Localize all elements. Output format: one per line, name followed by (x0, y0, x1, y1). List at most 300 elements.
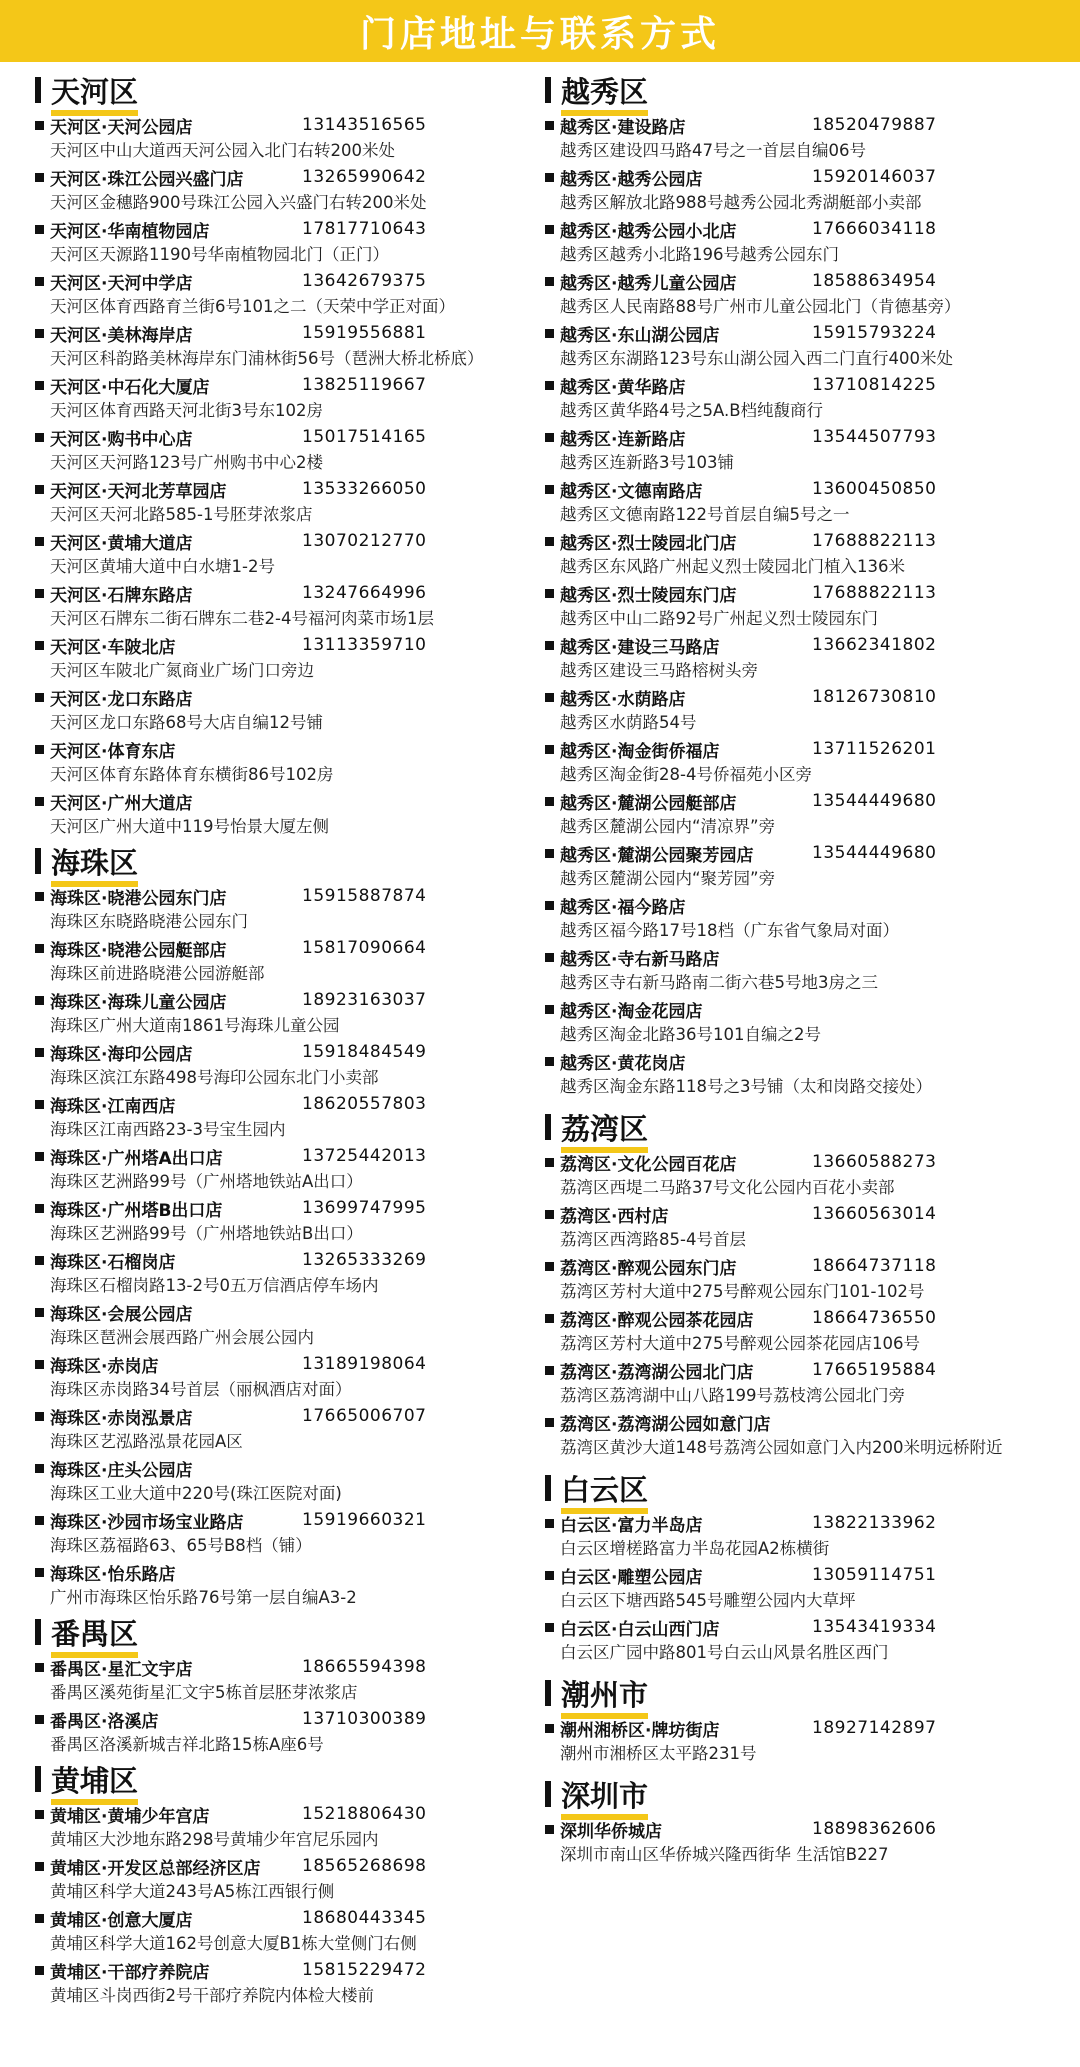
store-address: 白云区下塘西路545号雕塑公园内大草坪 (560, 1591, 856, 1610)
store-phone[interactable]: 18126730810 (812, 687, 937, 707)
bullet-square-icon (35, 1048, 44, 1057)
store-entry (545, 372, 1065, 423)
store-phone[interactable]: 15815229472 (302, 1960, 427, 1980)
store-phone[interactable]: 13143516565 (302, 115, 427, 135)
store-address: 越秀区淘金东路118号之3号铺（太和岗路交接处） (560, 1077, 932, 1096)
store-name: 越秀区·建设路店 (560, 117, 686, 138)
store-address: 越秀区东湖路123号东山湖公园入西二门直行400米处 (560, 349, 953, 368)
store-entry (35, 1853, 540, 1904)
store-phone[interactable]: 15919556881 (302, 323, 427, 343)
district-section (35, 72, 540, 839)
store-phone[interactable]: 13265333269 (302, 1250, 427, 1270)
store-address: 海珠区石榴岗路13-2号0五万信酒店停车场内 (50, 1276, 379, 1295)
store-address: 白云区增槎路富力半岛花园A2栋横街 (560, 1539, 830, 1558)
bullet-square-icon (545, 641, 554, 650)
store-name: 黄埔区·开发区总部经济区店 (50, 1858, 261, 1879)
district-section (545, 1675, 1065, 1766)
store-name: 海珠区·石榴岗店 (50, 1252, 176, 1273)
store-name: 海珠区·海珠儿童公园店 (50, 992, 227, 1013)
store-name: 越秀区·东山湖公园店 (560, 325, 720, 346)
store-name: 天河区·华南植物园店 (50, 221, 210, 242)
store-address: 越秀区解放北路988号越秀公园北秀湖艇部小卖部 (560, 193, 922, 212)
store-entry (35, 788, 540, 839)
heading-bar-icon (545, 1781, 551, 1807)
bullet-square-icon (35, 173, 44, 182)
store-address: 海珠区艺洲路99号（广州塔地铁站B出口） (50, 1224, 363, 1243)
bullet-square-icon (35, 433, 44, 442)
store-address: 海珠区艺洲路99号（广州塔地铁站A出口） (50, 1172, 363, 1191)
store-address: 越秀区建设三马路榕树头旁 (560, 661, 758, 680)
store-entry (35, 1654, 540, 1705)
store-name: 番禺区·洛溪店 (50, 1711, 159, 1732)
store-name: 越秀区·福今路店 (560, 897, 686, 918)
store-address: 荔湾区西堤二马路37号文化公园内百花小卖部 (560, 1178, 895, 1197)
bullet-square-icon (545, 277, 554, 286)
store-address: 番禺区洛溪新城吉祥北路15栋A座6号 (50, 1735, 324, 1754)
store-entry (545, 632, 1065, 683)
store-phone[interactable]: 13189198064 (302, 1354, 427, 1374)
store-entry (545, 892, 1065, 943)
store-name: 海珠区·赤岗泓景店 (50, 1408, 193, 1429)
store-phone[interactable]: 17666034118 (812, 219, 937, 239)
store-phone[interactable]: 17665006707 (302, 1406, 427, 1426)
district-title: 越秀区 (561, 70, 648, 111)
store-address: 天河区天河路123号广州购书中心2楼 (50, 453, 323, 472)
heading-bar-icon (545, 1114, 551, 1140)
store-phone[interactable]: 15915793224 (812, 323, 937, 343)
store-name: 天河区·广州大道店 (50, 793, 193, 814)
store-address: 越秀区麓湖公园内“聚芳园”旁 (560, 869, 776, 888)
store-name: 白云区·雕塑公园店 (560, 1567, 703, 1588)
bullet-square-icon (545, 173, 554, 182)
store-address: 越秀区越秀小北路196号越秀公园东门 (560, 245, 839, 264)
bullet-square-icon (545, 1623, 554, 1632)
store-entry (35, 580, 540, 631)
store-phone[interactable]: 13247664996 (302, 583, 427, 603)
bullet-square-icon (545, 1158, 554, 1167)
bullet-square-icon (35, 589, 44, 598)
bullet-square-icon (35, 1152, 44, 1161)
bullet-square-icon (35, 329, 44, 338)
store-name: 海珠区·会展公园店 (50, 1304, 193, 1325)
district-section (35, 1614, 540, 1757)
store-address: 天河区体育西路育兰街6号101之二（天荣中学正对面） (50, 297, 455, 316)
district-header (545, 72, 1065, 108)
store-phone[interactable]: 15920146037 (812, 167, 937, 187)
bullet-square-icon (35, 537, 44, 546)
store-entry (35, 1195, 540, 1246)
district-section (545, 1109, 1065, 1460)
store-address: 天河区石牌东二街石牌东二巷2-4号福河肉菜市场1层 (50, 609, 434, 628)
store-name: 海珠区·广州塔A出口店 (50, 1148, 223, 1169)
store-name: 天河区·购书中心店 (50, 429, 193, 450)
store-phone[interactable]: 13725442013 (302, 1146, 427, 1166)
store-entry (35, 987, 540, 1038)
bullet-square-icon (35, 121, 44, 130)
store-entry (545, 1305, 1065, 1356)
bullet-square-icon (545, 693, 554, 702)
store-entry (545, 216, 1065, 267)
bullet-square-icon (35, 1715, 44, 1724)
store-address: 天河区龙口东路68号大店自编12号铺 (50, 713, 323, 732)
store-address: 黄埔区科学大道243号A5栋江西银行侧 (50, 1882, 335, 1901)
store-name: 越秀区·麓湖公园艇部店 (560, 793, 737, 814)
store-phone[interactable]: 15918484549 (302, 1042, 427, 1062)
store-phone[interactable]: 18923163037 (302, 990, 427, 1010)
store-address: 荔湾区黄沙大道148号荔湾公园如意门入内200米明远桥附近 (560, 1438, 1003, 1457)
bullet-square-icon (35, 1256, 44, 1265)
bullet-square-icon (35, 381, 44, 390)
bullet-square-icon (545, 849, 554, 858)
store-phone[interactable]: 13113359710 (302, 635, 427, 655)
store-address: 海珠区江南西路23-3号宝生园内 (50, 1120, 286, 1139)
store-address: 海珠区东晓路晓港公园东门 (50, 912, 248, 931)
store-address: 越秀区连新路3号103铺 (560, 453, 734, 472)
district-title: 番禺区 (51, 1612, 138, 1653)
store-phone[interactable]: 13711526201 (812, 739, 937, 759)
store-entry (35, 216, 540, 267)
store-name: 天河区·龙口东路店 (50, 689, 193, 710)
store-phone[interactable]: 13710300389 (302, 1709, 427, 1729)
store-address: 越秀区黄华路4号之5A.B档纯馥商行 (560, 401, 824, 420)
bullet-square-icon (545, 745, 554, 754)
store-phone[interactable]: 13660563014 (812, 1204, 937, 1224)
store-address: 天河区科韵路美林海岸东门浦林街56号（琶洲大桥北桥底） (50, 349, 484, 368)
store-entry (545, 1715, 1065, 1766)
bullet-square-icon (545, 1724, 554, 1733)
store-address: 越秀区文德南路122号首层自编5号之一 (560, 505, 850, 524)
store-entry (35, 632, 540, 683)
store-name: 海珠区·怡乐路店 (50, 1564, 176, 1585)
bullet-square-icon (545, 1314, 554, 1323)
store-name: 天河区·美林海岸店 (50, 325, 193, 346)
bullet-square-icon (35, 745, 44, 754)
store-name: 海珠区·广州塔B出口店 (50, 1200, 223, 1221)
store-phone[interactable]: 13070212770 (302, 531, 427, 551)
store-phone[interactable]: 13822133962 (812, 1513, 937, 1533)
store-phone[interactable]: 15817090664 (302, 938, 427, 958)
store-address: 荔湾区西湾路85-4号首层 (560, 1230, 746, 1249)
store-phone[interactable]: 17688822113 (812, 583, 937, 603)
store-name: 荔湾区·荔湾湖公园北门店 (560, 1362, 754, 1383)
store-phone[interactable]: 13642679375 (302, 271, 427, 291)
store-name: 荔湾区·荔湾湖公园如意门店 (560, 1414, 771, 1435)
store-entry (35, 1039, 540, 1090)
store-name: 天河区·石牌东路店 (50, 585, 193, 606)
district-header (35, 1614, 540, 1650)
store-entry (545, 112, 1065, 163)
store-entry (545, 996, 1065, 1047)
store-phone[interactable]: 13544449680 (812, 791, 937, 811)
store-name: 海珠区·庄头公园店 (50, 1460, 193, 1481)
store-entry (35, 1957, 540, 2008)
store-entry (35, 1091, 540, 1142)
store-phone[interactable]: 13544507793 (812, 427, 937, 447)
store-name: 海珠区·海印公园店 (50, 1044, 193, 1065)
store-phone[interactable]: 18680443345 (302, 1908, 427, 1928)
bullet-square-icon (545, 1262, 554, 1271)
store-phone[interactable]: 18520479887 (812, 115, 937, 135)
district-title: 深圳市 (561, 1774, 648, 1815)
store-address: 番禺区溪苑街星汇文宇5栋首层胚芽浓浆店 (50, 1683, 358, 1702)
bullet-square-icon (545, 537, 554, 546)
store-address: 天河区天源路1190号华南植物园北门（正门） (50, 245, 389, 264)
store-address: 越秀区福今路17号18档（广东省气象局对面） (560, 921, 899, 940)
store-name: 越秀区·麓湖公园聚芳园店 (560, 845, 754, 866)
store-name: 荔湾区·文化公园百花店 (560, 1154, 737, 1175)
store-name: 越秀区·寺右新马路店 (560, 949, 720, 970)
store-phone[interactable]: 13600450850 (812, 479, 937, 499)
store-address: 深圳市南山区华侨城兴隆西街华 生活馆B227 (560, 1845, 889, 1864)
district-section (545, 1470, 1065, 1665)
bullet-square-icon (35, 225, 44, 234)
bullet-square-icon (545, 1418, 554, 1427)
store-address: 越秀区水荫路54号 (560, 713, 697, 732)
store-name: 海珠区·晓港公园东门店 (50, 888, 227, 909)
store-name: 潮州湘桥区·牌坊街店 (560, 1720, 720, 1741)
store-entry (545, 840, 1065, 891)
bullet-square-icon (545, 1366, 554, 1375)
store-entry (545, 476, 1065, 527)
store-entry (545, 164, 1065, 215)
store-entry (545, 1409, 1065, 1460)
bullet-square-icon (545, 797, 554, 806)
store-phone[interactable]: 17817710643 (302, 219, 427, 239)
bullet-square-icon (545, 329, 554, 338)
district-header (35, 1761, 540, 1797)
store-phone[interactable]: 18927142897 (812, 1718, 937, 1738)
store-name: 天河区·中石化大厦店 (50, 377, 210, 398)
store-address: 越秀区淘金北路36号101自编之2号 (560, 1025, 821, 1044)
bullet-square-icon (35, 1663, 44, 1672)
store-name: 荔湾区·西村店 (560, 1206, 669, 1227)
store-phone[interactable]: 15915887874 (302, 886, 427, 906)
store-name: 越秀区·越秀公园店 (560, 169, 703, 190)
bullet-square-icon (35, 641, 44, 650)
store-phone[interactable]: 17665195884 (812, 1360, 937, 1380)
store-entry (35, 1299, 540, 1350)
store-name: 越秀区·连新路店 (560, 429, 686, 450)
district-title: 天河区 (51, 70, 138, 111)
store-entry (545, 944, 1065, 995)
district-section (35, 843, 540, 1610)
store-entry (545, 528, 1065, 579)
store-phone[interactable]: 13662341802 (812, 635, 937, 655)
store-entry (545, 788, 1065, 839)
store-entry (545, 424, 1065, 475)
store-address: 天河区金穗路900号珠江公园入兴盛门右转200米处 (50, 193, 427, 212)
bullet-square-icon (35, 693, 44, 702)
store-name: 天河区·天河北芳草园店 (50, 481, 227, 502)
district-section (545, 72, 1065, 1099)
store-entry (545, 1149, 1065, 1200)
bullet-square-icon (545, 1057, 554, 1066)
store-entry (545, 268, 1065, 319)
store-address: 天河区广州大道中119号怡景大厦左侧 (50, 817, 329, 836)
store-phone[interactable]: 18665594398 (302, 1657, 427, 1677)
bullet-square-icon (545, 589, 554, 598)
store-phone[interactable]: 15919660321 (302, 1510, 427, 1530)
store-address: 黄埔区科学大道162号创意大厦B1栋大堂侧门右侧 (50, 1934, 417, 1953)
store-phone[interactable]: 18565268698 (302, 1856, 427, 1876)
store-entry (35, 883, 540, 934)
store-entry (545, 320, 1065, 371)
heading-bar-icon (545, 1475, 551, 1501)
store-entry (35, 1351, 540, 1402)
store-phone[interactable]: 13059114751 (812, 1565, 937, 1585)
store-phone[interactable]: 18588634954 (812, 271, 937, 291)
store-address: 越秀区淘金街28-4号侨福苑小区旁 (560, 765, 812, 784)
store-name: 越秀区·淘金街侨福店 (560, 741, 720, 762)
store-phone[interactable]: 18664737118 (812, 1256, 937, 1276)
bullet-square-icon (35, 1204, 44, 1213)
store-entry (545, 684, 1065, 735)
district-header (545, 1109, 1065, 1145)
store-address: 荔湾区芳村大道中275号醉观公园东门101-102号 (560, 1282, 925, 1301)
bullet-square-icon (35, 1308, 44, 1317)
store-entry (545, 1201, 1065, 1252)
store-address: 黄埔区大沙地东路298号黄埔少年宫尼乐园内 (50, 1830, 379, 1849)
bullet-square-icon (545, 381, 554, 390)
heading-bar-icon (35, 77, 41, 103)
store-phone[interactable]: 17688822113 (812, 531, 937, 551)
store-address: 海珠区琶洲会展西路广州会展公园内 (50, 1328, 314, 1347)
store-phone[interactable]: 13710814225 (812, 375, 937, 395)
district-header (545, 1470, 1065, 1506)
bullet-square-icon (545, 1005, 554, 1014)
store-name: 黄埔区·黄埔少年宫店 (50, 1806, 210, 1827)
bullet-square-icon (35, 1966, 44, 1975)
store-entry (545, 580, 1065, 631)
bullet-square-icon (35, 485, 44, 494)
store-phone[interactable]: 15017514165 (302, 427, 427, 447)
store-name: 海珠区·晓港公园艇部店 (50, 940, 227, 961)
store-address: 海珠区荔福路63、65号B8档（铺） (50, 1536, 312, 1555)
bullet-square-icon (35, 1914, 44, 1923)
store-name: 越秀区·建设三马路店 (560, 637, 720, 658)
store-name: 荔湾区·醉观公园东门店 (560, 1258, 737, 1279)
left-column (35, 72, 540, 2009)
bullet-square-icon (545, 485, 554, 494)
store-phone[interactable]: 13825119667 (302, 375, 427, 395)
bullet-square-icon (35, 944, 44, 953)
store-name: 天河区·珠江公园兴盛门店 (50, 169, 244, 190)
store-name: 海珠区·沙园市场宝业路店 (50, 1512, 244, 1533)
store-phone[interactable]: 13543419334 (812, 1617, 937, 1637)
store-phone[interactable]: 15218806430 (302, 1804, 427, 1824)
store-entry (35, 1455, 540, 1506)
store-address: 荔湾区芳村大道中275号醉观公园茶花园店106号 (560, 1334, 920, 1353)
bullet-square-icon (35, 1810, 44, 1819)
store-address: 越秀区东风路广州起义烈士陵园北门植入136米 (560, 557, 905, 576)
store-entry (545, 1510, 1065, 1561)
store-entry (545, 1253, 1065, 1304)
store-entry (545, 1357, 1065, 1408)
store-entry (35, 1559, 540, 1610)
store-address: 荔湾区荔湾湖中山八路199号荔枝湾公园北门旁 (560, 1386, 905, 1405)
district-title: 白云区 (561, 1468, 648, 1509)
store-name: 越秀区·黄花岗店 (560, 1053, 686, 1074)
store-entry (545, 1562, 1065, 1613)
store-phone[interactable]: 13660588273 (812, 1152, 937, 1172)
store-phone[interactable]: 18898362606 (812, 1819, 937, 1839)
store-name: 天河区·车陂北店 (50, 637, 176, 658)
district-title: 荔湾区 (561, 1107, 648, 1148)
bullet-square-icon (545, 901, 554, 910)
bullet-square-icon (545, 433, 554, 442)
district-header (35, 72, 540, 108)
bullet-square-icon (35, 1516, 44, 1525)
store-entry (545, 736, 1065, 787)
store-entry (35, 112, 540, 163)
bullet-square-icon (35, 277, 44, 286)
store-phone[interactable]: 18664736550 (812, 1308, 937, 1328)
heading-bar-icon (545, 1680, 551, 1706)
store-address: 海珠区前进路晓港公园游艇部 (50, 964, 265, 983)
store-entry (35, 736, 540, 787)
bullet-square-icon (545, 1210, 554, 1219)
store-address: 潮州市湘桥区太平路231号 (560, 1744, 757, 1763)
store-name: 荔湾区·醉观公园茶花园店 (560, 1310, 754, 1331)
store-address: 越秀区人民南路88号广州市儿童公园北门（肯德基旁） (560, 297, 961, 316)
store-name: 白云区·白云山西门店 (560, 1619, 720, 1640)
store-address: 天河区体育东路体育东横街86号102房 (50, 765, 334, 784)
store-phone[interactable]: 13265990642 (302, 167, 427, 187)
district-section (545, 1776, 1065, 1867)
page-title: 门店地址与联系方式 (359, 13, 720, 55)
store-address: 白云区广园中路801号白云山风景名胜区西门 (560, 1643, 889, 1662)
store-name: 天河区·黄埔大道店 (50, 533, 193, 554)
store-entry (35, 684, 540, 735)
store-name: 天河区·天河中学店 (50, 273, 193, 294)
store-name: 海珠区·赤岗店 (50, 1356, 159, 1377)
store-entry (35, 528, 540, 579)
store-phone[interactable]: 13699747995 (302, 1198, 427, 1218)
store-address: 越秀区麓湖公园内“清凉界”旁 (560, 817, 776, 836)
bullet-square-icon (545, 225, 554, 234)
store-name: 深圳华侨城店 (560, 1821, 662, 1842)
store-phone[interactable]: 13544449680 (812, 843, 937, 863)
store-address: 天河区黄埔大道中白水塘1-2号 (50, 557, 275, 576)
store-entry (35, 1143, 540, 1194)
store-entry (35, 1801, 540, 1852)
bullet-square-icon (545, 1571, 554, 1580)
store-address: 海珠区广州大道南1861号海珠儿童公园 (50, 1016, 340, 1035)
store-entry (35, 164, 540, 215)
store-name: 海珠区·江南西店 (50, 1096, 176, 1117)
district-title: 黄埔区 (51, 1759, 138, 1800)
store-phone[interactable]: 18620557803 (302, 1094, 427, 1114)
bullet-square-icon (35, 1360, 44, 1369)
district-section (35, 1761, 540, 2008)
bullet-square-icon (545, 953, 554, 962)
district-title: 海珠区 (51, 841, 138, 882)
store-address: 海珠区滨江东路498号海印公园东北门小卖部 (50, 1068, 379, 1087)
store-entry (545, 1614, 1065, 1665)
store-address: 越秀区寺右新马路南二街六巷5号地3房之三 (560, 973, 878, 992)
store-address: 海珠区工业大道中220号(珠江医院对面) (50, 1484, 342, 1503)
store-address: 广州市海珠区怡乐路76号第一层自编A3-2 (50, 1588, 357, 1607)
store-name: 越秀区·烈士陵园东门店 (560, 585, 737, 606)
bullet-square-icon (35, 1412, 44, 1421)
store-name: 番禺区·星汇文宇店 (50, 1659, 193, 1680)
district-header (545, 1776, 1065, 1812)
store-phone[interactable]: 13533266050 (302, 479, 427, 499)
store-name: 天河区·体育东店 (50, 741, 176, 762)
store-name: 越秀区·黄华路店 (560, 377, 686, 398)
store-name: 越秀区·淘金花园店 (560, 1001, 703, 1022)
store-entry (35, 476, 540, 527)
